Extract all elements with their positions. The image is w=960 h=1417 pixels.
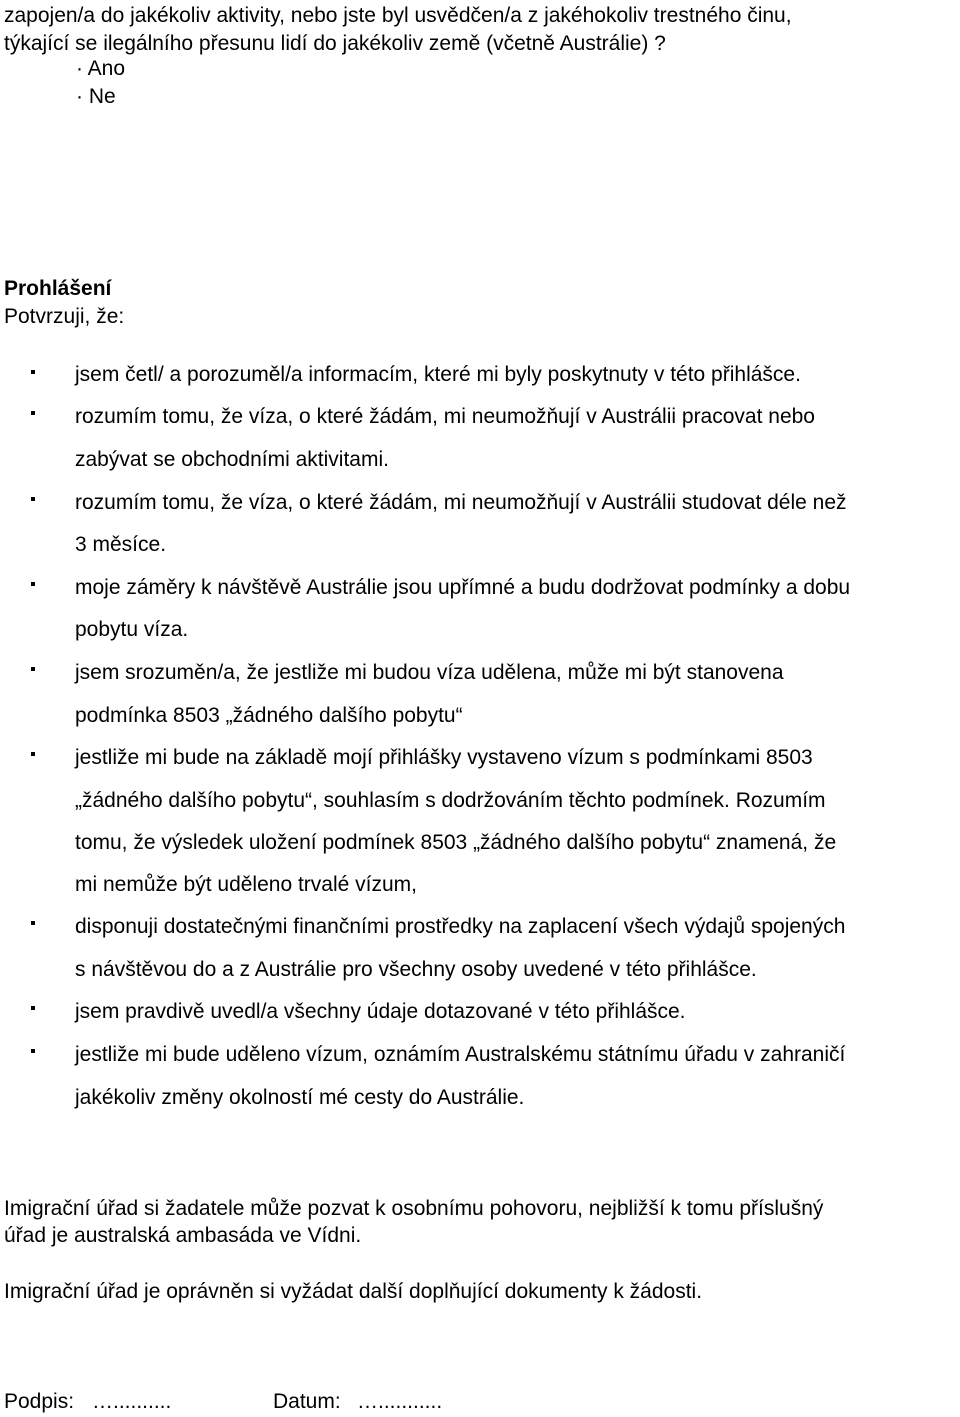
bullet-dot [31,1049,35,1053]
declaration-intro: Potvrzuji, že: [4,305,125,328]
podpis-value: ….......... [92,1390,172,1413]
bullet-dot [31,582,35,586]
bullet-text: „žádného dalšího pobytu“, souhlasím s dodržováním těchto podmínek. Rozumím [75,789,826,812]
bullet-text: pobytu víza. [75,618,189,641]
bullet-text: jsem pravdivě uvedl/a všechny údaje dotazované v této přihlášce. [75,1000,686,1023]
bullet-text: disponuji dostatečnými finančními prostředky na zaplacení všech výdajů spojených [75,915,846,938]
bullet-text: s návštěvou do a z Austrálie pro všechny osoby uvedené v této přihlášce. [75,958,757,981]
bullet-text: jestliže mi bude uděleno vízum, oznámím Australskému státnímu úřadu v zahraničí [75,1043,846,1066]
podpis-label: Podpis: [4,1390,75,1413]
bullet-text: 3 měsíce. [75,533,167,556]
bullet-text: jakékoliv změny okolností mé cesty do Austrálie. [75,1086,525,1109]
datum-label: Datum: [273,1390,341,1413]
bullet-dot [31,921,35,925]
interview-note-line-2: úřad je australská ambasáda ve Vídni. [4,1224,362,1247]
bullet-dot [31,411,35,415]
interview-note-line-1: Imigrační úřad si žadatele může pozvat k osobnímu pohovoru, nejbližší k tomu příslušný [4,1197,824,1220]
bullet-dot [31,497,35,501]
bullet-dot [31,370,35,374]
question-line-2: týkající se ilegálního přesunu lidí do jakékoliv země (včetně Austrálie) ? [4,32,666,55]
bullet-dot [31,1006,35,1010]
bullet-text: jsem srozuměn/a, že jestliže mi budou víza udělena, může mi být stanovena [75,661,784,684]
bullet-text: zabývat se obchodními aktivitami. [75,448,389,471]
datum-value: …........... [357,1390,443,1413]
bullet-text: moje záměry k návštěvě Austrálie jsou upřímné a budu dodržovat podmínky a dobu [75,576,851,599]
bullet-dot [31,752,35,756]
bullet-text: mi nemůže být uděleno trvalé vízum, [75,873,417,896]
bullet-text: jsem četl/ a porozuměl/a informacím, které mi byly poskytnuty v této přihlášce. [75,363,801,386]
bullet-text: rozumím tomu, že víza, o které žádám, mi neumožňují v Austrálii pracovat nebo [75,405,815,428]
declaration-heading: Prohlášení [4,277,112,300]
bullet-text: jestliže mi bude na základě mojí přihlášky vystaveno vízum s podmínkami 8503 [75,746,813,769]
documents-note: Imigrační úřad je oprávněn si vyžádat další doplňující dokumenty k žádosti. [4,1280,703,1303]
bullet-text: rozumím tomu, že víza, o které žádám, mi neumožňují v Austrálii studovat déle než [75,491,847,514]
bullet-text: tomu, že výsledek uložení podmínek 8503 „žádného dalšího pobytu“ znamená, že [75,831,837,854]
question-line-1: zapojen/a do jakékoliv aktivity, nebo jste byl usvědčen/a z jakéhokoliv trestného činu, [4,4,792,27]
option-ano: · Ano [76,57,126,80]
bullet-dot [31,667,35,671]
bullet-text: podmínka 8503 „žádného dalšího pobytu“ [75,704,463,727]
option-ne: · Ne [76,85,116,108]
